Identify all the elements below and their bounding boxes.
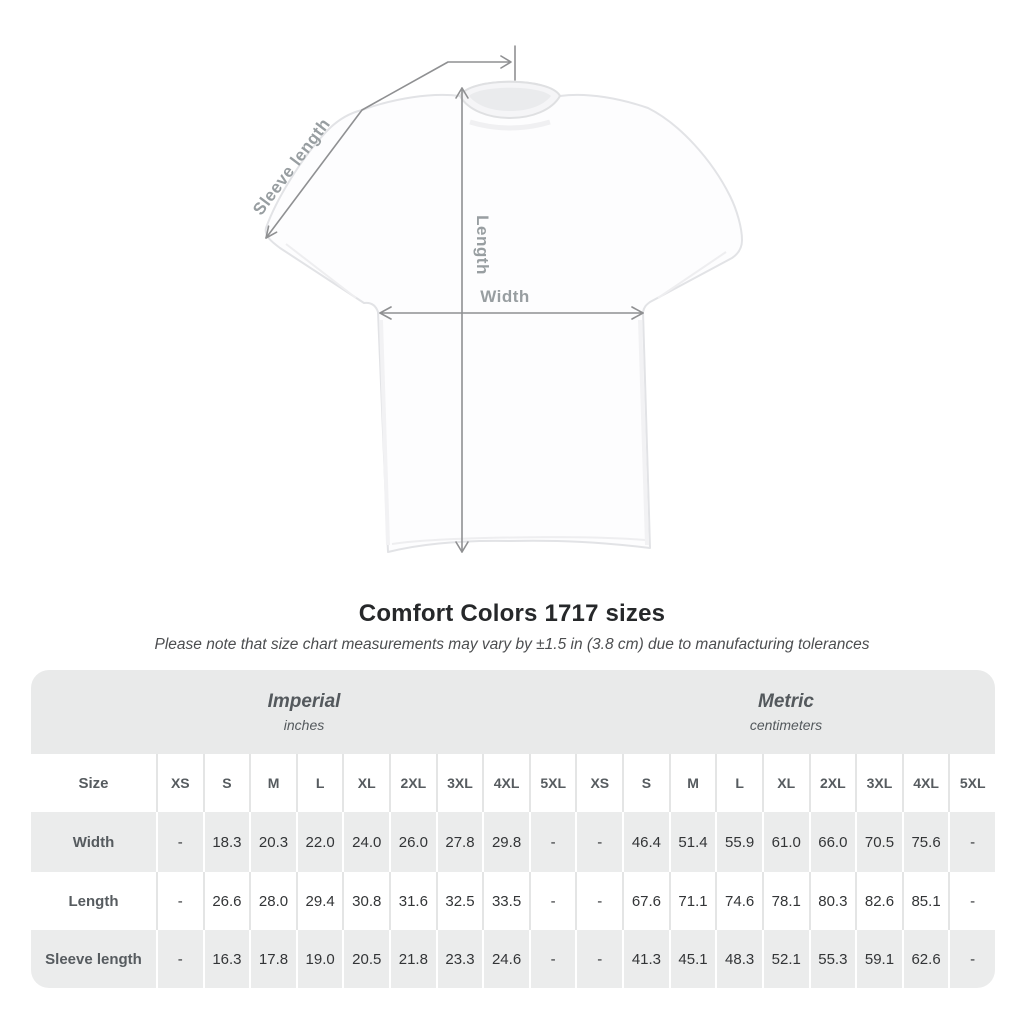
sleeve-metric-cell: - [577,930,622,988]
width-metric-cell: - [577,812,622,872]
length-imperial-cell: 29.4 [298,872,343,930]
tolerance-note: Please note that size chart measurements may vary by ±1.5 in (3.8 cm) due to manufacturing tolerances [154,636,870,653]
sleeve-imperial-cell: 21.8 [391,930,436,988]
width-imperial-cell: 27.8 [438,812,483,872]
width-imperial-cell: 18.3 [205,812,250,872]
width-imperial-cell: - [531,812,576,872]
width-imperial-cell: 26.0 [391,812,436,872]
length-imperial-cell: - [531,872,576,930]
length-metric-cell: 82.6 [857,872,902,930]
sleeve-imperial-cell: 20.5 [344,930,389,988]
length-metric-cell: 85.1 [904,872,949,930]
size-header-cell: 3XL [857,754,902,812]
sleeve-imperial-cell: - [531,930,576,988]
size-header-cell: XL [764,754,809,812]
length-imperial-cell: 33.5 [484,872,529,930]
page-title: Comfort Colors 1717 sizes [358,600,666,627]
length-metric-cell: 67.6 [624,872,669,930]
width-metric-cell: 70.5 [857,812,902,872]
sleeve-imperial-cell: - [158,930,203,988]
sleeve-imperial-cell: 19.0 [298,930,343,988]
sleeve-imperial-cell: 23.3 [438,930,483,988]
length-metric-cell: - [950,872,995,930]
tshirt-body [266,82,742,552]
width-imperial-cell: 29.8 [484,812,529,872]
metric-unit: centimeters [749,717,823,733]
width-metric-cell: 55.9 [717,812,762,872]
width-metric-cell: 66.0 [811,812,856,872]
sleeve-metric-cell: 55.3 [811,930,856,988]
size-header-cell: 5XL [950,754,995,812]
width-metric-cell: 51.4 [671,812,716,872]
width-imperial-cell: 20.3 [251,812,296,872]
width-metric-cell: 61.0 [764,812,809,872]
width-imperial-cell: - [158,812,203,872]
size-header-cell: M [671,754,716,812]
width-metric-cell: 46.4 [624,812,669,872]
length-imperial-cell: 32.5 [438,872,483,930]
width-metric-cell: - [950,812,995,872]
length-imperial-cell: 31.6 [391,872,436,930]
title-block [0,600,1024,654]
size-column-header: Size [31,754,156,812]
size-header-cell: L [298,754,343,812]
size-header-cell: 3XL [438,754,483,812]
sleeve-metric-cell: 59.1 [857,930,902,988]
size-header-cell: 4XL [904,754,949,812]
width-imperial-cell: 22.0 [298,812,343,872]
sleeve-metric-cell: - [950,930,995,988]
length-metric-cell: 78.1 [764,872,809,930]
width-imperial-cell: 24.0 [344,812,389,872]
size-header-cell: M [251,754,296,812]
length-row [31,872,995,930]
length-imperial-cell: 26.6 [205,872,250,930]
metric-unit-header [577,670,995,754]
length-metric-cell: 74.6 [717,872,762,930]
size-header-cell: XS [577,754,622,812]
imperial-unit-header [31,670,577,754]
size-header-cell: XS [158,754,203,812]
sleeve-imperial-cell: 24.6 [484,930,529,988]
sleeve-length-label: Sleeve length [249,114,335,219]
size-header-cell: 4XL [484,754,529,812]
row-label-length: Length [31,872,156,930]
unit-header-band [31,670,995,754]
size-header-cell: L [717,754,762,812]
size-header-row [31,754,995,812]
size-header-cell: S [205,754,250,812]
width-metric-cell: 75.6 [904,812,949,872]
length-imperial-cell: - [158,872,203,930]
row-label-width: Width [31,812,156,872]
sleeve-imperial-cell: 17.8 [251,930,296,988]
length-label: Length [473,215,492,275]
sleeve-metric-cell: 41.3 [624,930,669,988]
length-imperial-cell: 28.0 [251,872,296,930]
length-metric-cell: 80.3 [811,872,856,930]
metric-label: Metric [758,691,814,712]
sleeve-metric-cell: 52.1 [764,930,809,988]
size-header-cell: 2XL [811,754,856,812]
sleeve-metric-cell: 48.3 [717,930,762,988]
length-metric-cell: - [577,872,622,930]
tshirt-graphic [266,82,742,552]
size-header-cell: XL [344,754,389,812]
length-metric-cell: 71.1 [671,872,716,930]
length-imperial-cell: 30.8 [344,872,389,930]
width-label: Width [480,287,530,306]
size-header-cell: 2XL [391,754,436,812]
imperial-label: Imperial [267,691,341,712]
sleeve-metric-cell: 62.6 [904,930,949,988]
size-table [31,670,995,988]
width-row [31,812,995,872]
sleeve-length-row [31,930,995,988]
imperial-unit: inches [283,717,325,733]
sleeve-imperial-cell: 16.3 [205,930,250,988]
size-header-cell: 5XL [531,754,576,812]
size-header-cell: S [624,754,669,812]
sleeve-metric-cell: 45.1 [671,930,716,988]
row-label-sleeve-length: Sleeve length [31,930,156,988]
